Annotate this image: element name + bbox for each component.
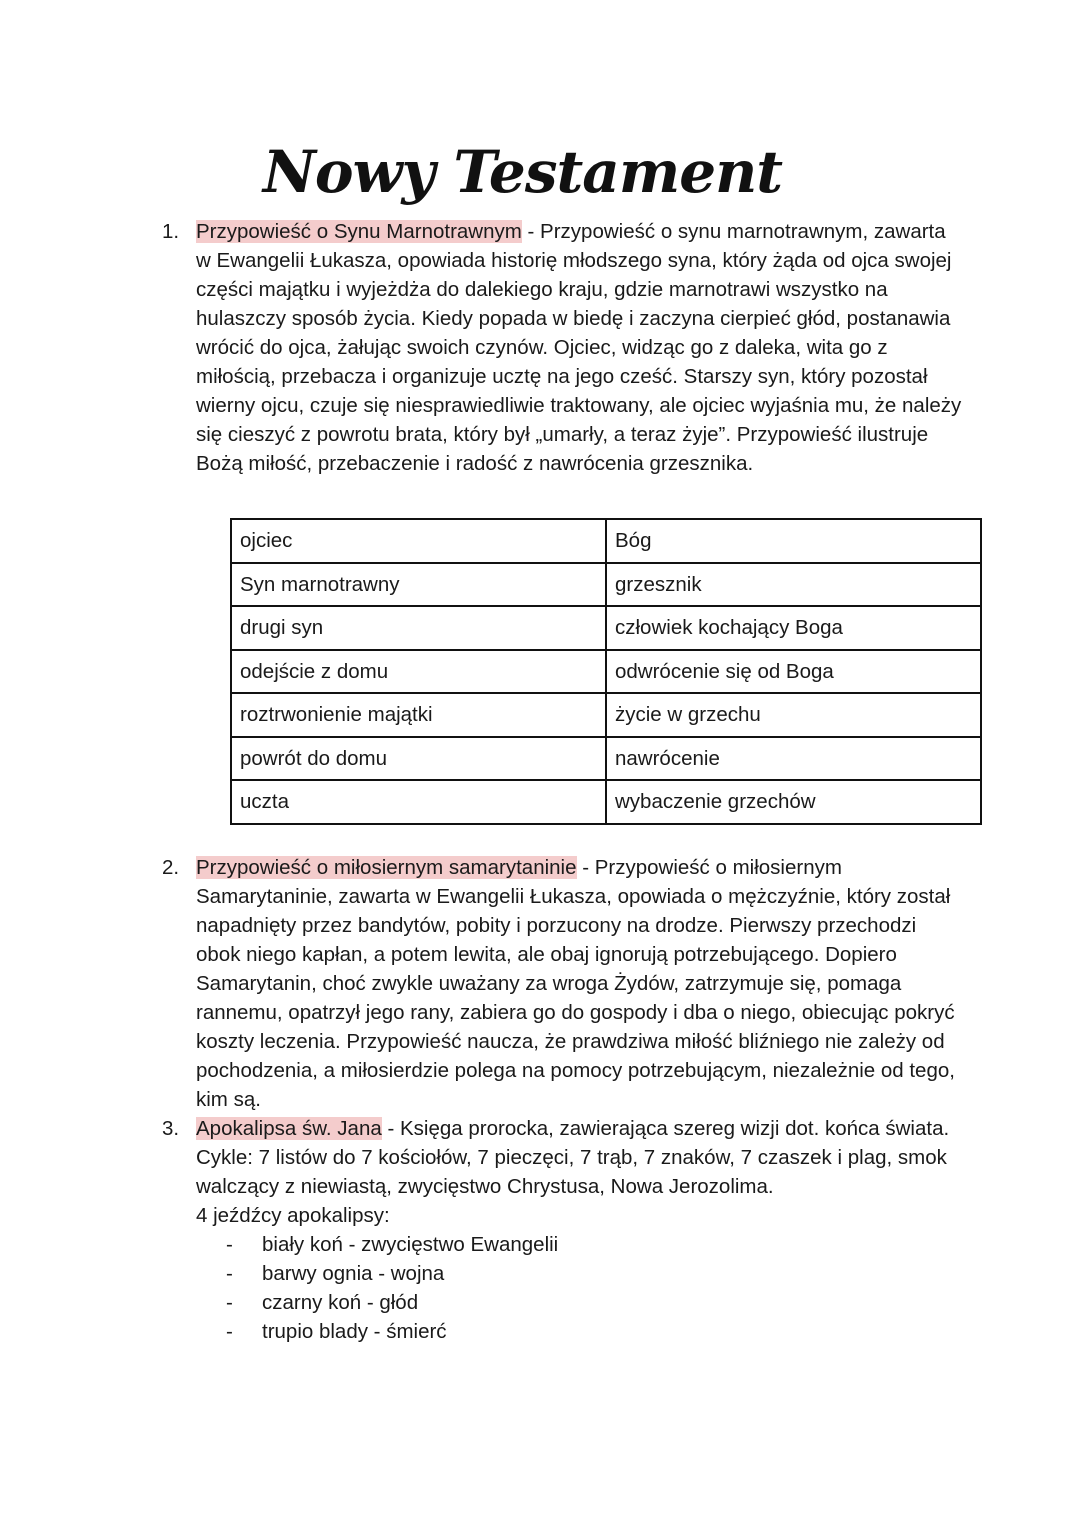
item-text: - Przypowieść o synu marnotrawnym, zawarta w Ewangelii Łukasza, opowiada historię młodszego syna, który żąda od ojca swojej części majątku i wyjeżdża do dalekiego kraju, gdzie marnotrawi wszystko na hulaszczy sposób życia. Kiedy popada w biedę i zaczyna cierpieć głód, postanawia wrócić do ojca, żałując swoich czynów. Ojciec, widząc go z daleka, wita go z miłością, przebacza i organizuje ucztę na jego cześć. Starszy syn, który pozostał wierny ojcu, czuje się niesprawiedliwie traktowany, ale ojciec wyjaśnia mu, że należy się cieszyć z powrotu brata, który był „umarły, a teraz żyje”. Przypowieść ilustruje Bożą miłość, przebaczenie i radość z nawrócenia grzesznika. (196, 220, 962, 475)
list-item-prodigal-son (162, 217, 962, 825)
table-cell: drugi syn (231, 606, 606, 650)
sub-item-text: trupio blady - śmierć (262, 1319, 447, 1343)
table-row (231, 563, 981, 607)
table-cell: powrót do domu (231, 737, 606, 781)
subheading: 4 jeźdźcy apokalipsy: (196, 1203, 390, 1227)
dash-bullet-icon: - (226, 1319, 233, 1343)
dash-bullet-icon: - (226, 1232, 233, 1256)
list-item-apocalypse (162, 1114, 962, 1346)
list-item-good-samaritan (162, 853, 962, 1114)
table-row (231, 650, 981, 694)
table-row (231, 780, 981, 824)
sub-item-text: biały koń - zwycięstwo Ewangelii (262, 1232, 559, 1256)
document-body (162, 217, 962, 1346)
dash-bullet-icon: - (226, 1290, 233, 1314)
page-title: Nowy Testament (262, 138, 783, 206)
table-row (231, 737, 981, 781)
table-cell: Bóg (606, 519, 981, 563)
sub-list-item (226, 1317, 962, 1346)
table-row (231, 606, 981, 650)
list-number: 3. (162, 1116, 180, 1140)
table-row (231, 693, 981, 737)
list-number: 2. (162, 855, 180, 879)
table-cell: grzesznik (606, 563, 981, 607)
sub-list-item (226, 1230, 962, 1259)
sub-item-text: barwy ognia - wojna (262, 1261, 445, 1285)
item-heading-highlight: Przypowieść o Synu Marnotrawnym (196, 220, 522, 243)
dash-bullet-icon: - (226, 1261, 233, 1285)
list-number: 1. (162, 220, 180, 243)
table-cell: roztrwonienie majątki (231, 693, 606, 737)
horsemen-list (196, 1230, 962, 1346)
table-cell: ojciec (231, 519, 606, 563)
table-cell: Syn marnotrawny (231, 563, 606, 607)
sub-list-item (226, 1288, 962, 1317)
item-heading-highlight: Apokalipsa św. Jana (196, 1116, 382, 1140)
table-cell: wybaczenie grzechów (606, 780, 981, 824)
table-cell: człowiek kochający Boga (606, 606, 981, 650)
comparison-table-wrapper (230, 518, 962, 825)
sub-list-item (226, 1259, 962, 1288)
item-heading-highlight: Przypowieść o miłosiernym samarytaninie (196, 855, 577, 879)
comparison-table (230, 518, 982, 825)
table-cell: uczta (231, 780, 606, 824)
item-text: - Księga prorocka, zawierająca szereg wizji dot. końca świata. Cykle: 7 listów do 7 kościołów, 7 pieczęci, 7 trąb, 7 znaków, 7 czaszek i plag, smok walczący z niewiastą, zwycięstwo Chrystusa, Nowa Jerozolima. (196, 1116, 950, 1198)
table-cell: nawrócenie (606, 737, 981, 781)
table-row (231, 519, 981, 563)
table-cell: odejście z domu (231, 650, 606, 694)
table-cell: życie w grzechu (606, 693, 981, 737)
sub-item-text: czarny koń - głód (262, 1290, 419, 1314)
table-cell: odwrócenie się od Boga (606, 650, 981, 694)
item-text: - Przypowieść o miłosiernym Samarytaninie, zawarta w Ewangelii Łukasza, opowiada o mężczyźnie, który został napadnięty przez bandytów, pobity i porzucony na drodze. Pierwszy przechodzi obok niego kapłan, a potem lewita, ale obaj ignorują potrzebującego. Dopiero Samarytanin, choć zwykle uważany za wroga Żydów, zatrzymuje się, pomaga rannemu, opatrzył jego rany, zabiera go do gospody i dba o niego, obiecując pokryć koszty leczenia. Przypowieść naucza, że prawdziwa miłość bliźniego nie zależy od pochodzenia, a miłosierdzie polega na pomocy potrzebującym, niezależnie od tego, kim są. (196, 855, 955, 1111)
